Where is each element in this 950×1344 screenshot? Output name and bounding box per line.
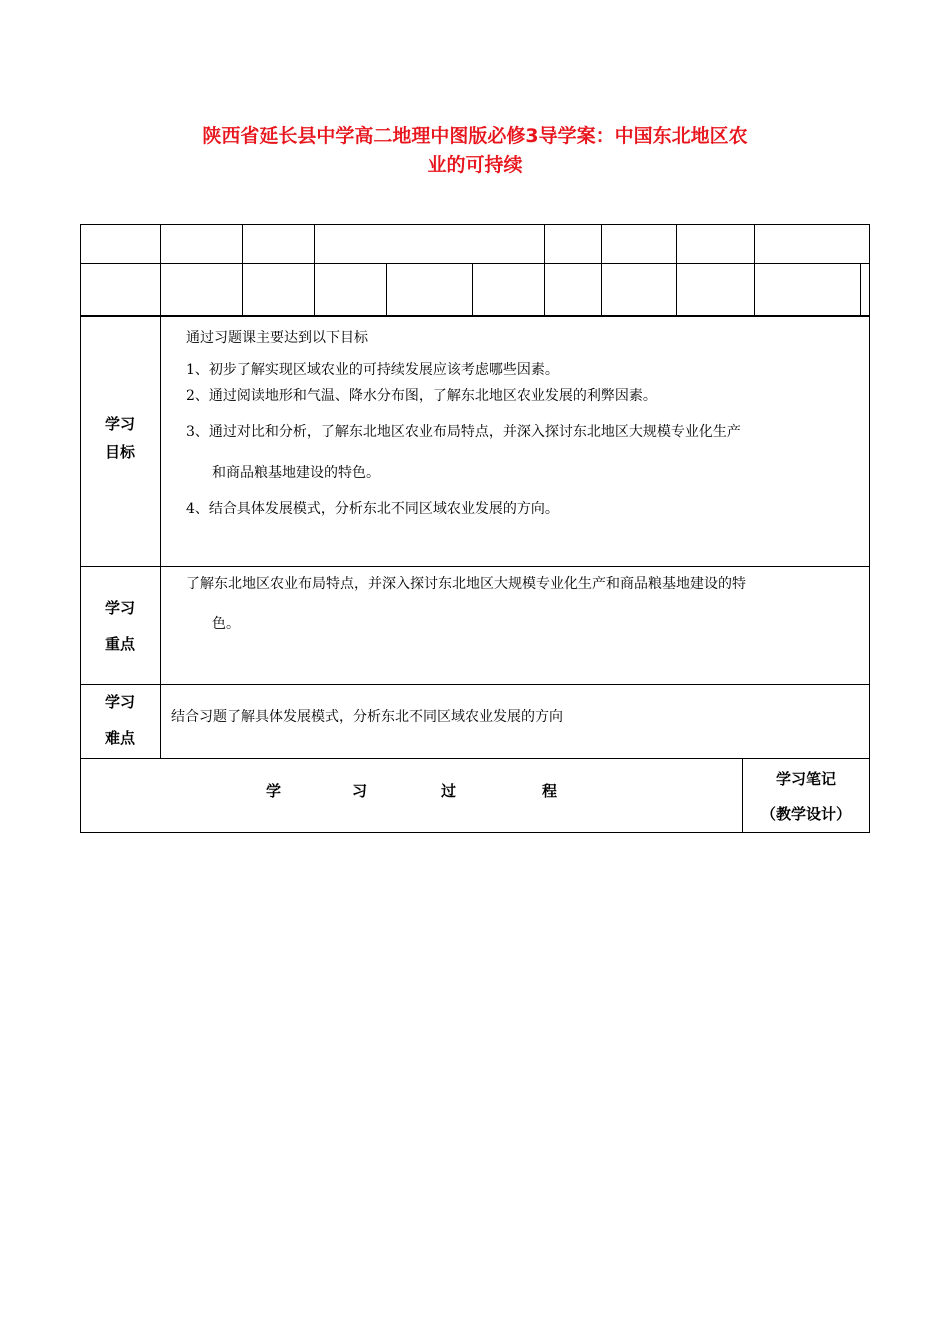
objective-item-1: 1、初步了解实现区域农业的可持续发展应该考虑哪些因素。 (186, 362, 559, 378)
header-table (80, 224, 870, 316)
keypoints-text-line-1: 了解东北地区农业布局特点，并深入探讨东北地区大规模专业化生产和商品粮基地建设的特 (186, 576, 746, 592)
notes-heading-line-1: 学习笔记 (775, 770, 836, 788)
process-char-2: 习 (352, 782, 368, 800)
header-row1-divider (242, 224, 243, 263)
header-row1-divider (160, 224, 161, 263)
objective-item-4: 4、结合具体发展模式，分析东北不同区域农业发展的方向。 (186, 501, 559, 517)
difficulties-divider (80, 758, 870, 759)
difficulties-label-line-1: 学习 (104, 693, 135, 711)
keypoints-label (81, 590, 159, 662)
header-row1-divider (676, 224, 677, 263)
objectives-divider (80, 566, 870, 567)
objective-item-3-line-2: 和商品粮基地建设的特色。 (212, 465, 380, 481)
header-row2-divider (386, 263, 387, 316)
header-row2-divider (754, 263, 755, 316)
header-row2-divider (601, 263, 602, 316)
header-row2-divider (314, 263, 315, 316)
notes-heading (743, 762, 869, 832)
objective-item-2: 2、通过阅读地形和气温、降水分布图，了解东北地区农业发展的利弊因素。 (186, 388, 657, 404)
keypoints-divider (80, 684, 870, 685)
label-column-divider (160, 316, 161, 758)
objective-item-3-line-1: 3、通过对比和分析，了解东北地区农业布局特点，并深入探讨东北地区大规模专业化生产 (186, 424, 741, 440)
process-char-3: 过 (441, 782, 457, 800)
process-char-1: 学 (266, 782, 282, 800)
objectives-intro: 通过习题课主要达到以下目标 (186, 330, 368, 346)
header-row-divider (80, 263, 870, 264)
header-row2-divider (242, 263, 243, 316)
difficulties-label-line-2: 难点 (104, 729, 135, 747)
title-line-2: 业的可持续 (427, 154, 523, 176)
document-title (0, 122, 950, 180)
process-char-4: 程 (542, 782, 558, 800)
header-row2-divider (676, 263, 677, 316)
difficulties-label (81, 684, 159, 756)
header-row2-divider (472, 263, 473, 316)
keypoints-text-line-2: 色。 (212, 616, 240, 632)
title-line-1: 陕西省延长县中学高二地理中图版必修3导学案：中国东北地区农 (202, 125, 748, 147)
keypoints-label-line-1: 学习 (104, 599, 135, 617)
header-row2-divider (544, 263, 545, 316)
header-row2-divider (160, 263, 161, 316)
difficulties-text: 结合习题了解具体发展模式，分析东北不同区域农业发展的方向 (171, 709, 563, 725)
keypoints-label-line-2: 重点 (104, 635, 135, 653)
notes-heading-line-2: （教学设计） (760, 805, 851, 823)
objectives-label (81, 410, 159, 466)
header-row1-divider (601, 224, 602, 263)
header-row1-divider (314, 224, 315, 263)
objectives-label-line-2: 目标 (104, 443, 135, 461)
objectives-label-line-1: 学习 (104, 415, 135, 433)
header-row1-divider (544, 224, 545, 263)
header-row2-divider (860, 263, 861, 316)
header-row1-divider (754, 224, 755, 263)
